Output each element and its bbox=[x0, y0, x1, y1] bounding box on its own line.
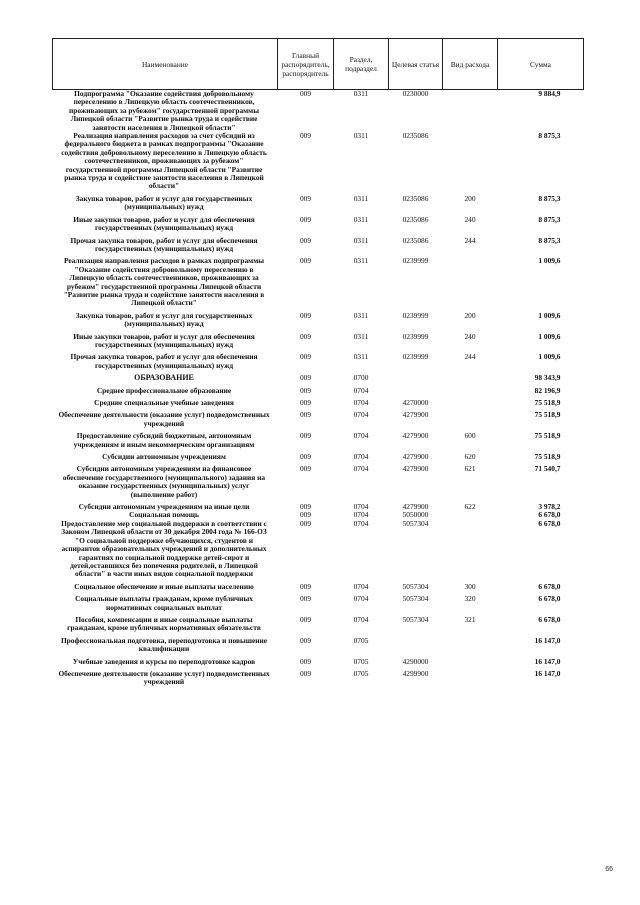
row-cs: 0230000 bbox=[402, 89, 429, 98]
table-row bbox=[53, 633, 584, 654]
row-grbs: 009 bbox=[299, 89, 312, 98]
row-vr bbox=[443, 253, 498, 307]
row-name: ОБРАЗОВАНИЕ bbox=[134, 373, 194, 383]
budget-table-page bbox=[52, 38, 583, 687]
row-name: Обеспечение деятельности (оказание услуг) подведомственных учреждений bbox=[58, 410, 270, 428]
table-row bbox=[53, 461, 584, 499]
row-cs: 0239999 bbox=[402, 331, 429, 341]
row-vr bbox=[443, 520, 498, 579]
row-grbs: 009 bbox=[299, 410, 312, 420]
row-grbs: 009 bbox=[299, 668, 312, 678]
row-cs: 4279900 bbox=[402, 464, 429, 474]
row-grbs: 009 bbox=[299, 656, 312, 666]
table-row bbox=[53, 349, 584, 370]
header-sum: Сумма bbox=[498, 39, 584, 90]
row-razdel: 0311 bbox=[353, 235, 369, 245]
table-row bbox=[53, 90, 584, 133]
row-razdel: 0704 bbox=[353, 502, 369, 512]
table-row bbox=[53, 308, 584, 329]
row-vr: 244 bbox=[464, 352, 476, 362]
table-row bbox=[53, 654, 584, 666]
row-vr: 621 bbox=[464, 464, 476, 474]
table-row bbox=[53, 395, 584, 407]
row-vr: 200 bbox=[464, 310, 476, 320]
row-vr: 240 bbox=[464, 214, 476, 224]
table-header bbox=[53, 39, 584, 90]
row-cs: 5057304 bbox=[402, 518, 429, 528]
table-row bbox=[53, 212, 584, 233]
row-sum: 6 678,0 bbox=[538, 614, 561, 624]
row-cs: 0235086 bbox=[402, 235, 429, 245]
row-name: Прочая закупка товаров, работ и услуг для обеспечения государственных (муниципальных) нужд bbox=[70, 235, 258, 253]
row-razdel: 0705 bbox=[353, 656, 369, 666]
row-vr: 622 bbox=[464, 502, 476, 512]
table-row bbox=[53, 428, 584, 449]
row-sum: 16 147,0 bbox=[534, 635, 561, 645]
row-cs bbox=[389, 383, 443, 395]
row-sum: 75 518,9 bbox=[534, 410, 561, 420]
row-name: Подпрограмма "Оказание содействия добровольному переселению в Липецкую область соотечественников, проживающих за рубежом" государственной программы Липецкой области "Развитие рынка труда и содействие занятости населения в Липецкой области" bbox=[69, 89, 259, 132]
row-name: Социальная помощь bbox=[129, 510, 199, 520]
row-razdel: 0704 bbox=[353, 614, 369, 624]
row-grbs: 009 bbox=[299, 510, 312, 520]
row-grbs: 009 bbox=[299, 373, 312, 383]
row-grbs: 009 bbox=[299, 464, 312, 474]
row-cs: 5057304 bbox=[402, 594, 429, 604]
row-vr: 244 bbox=[464, 235, 476, 245]
header-cs: Целевая статья bbox=[389, 39, 443, 90]
row-name: Предоставление мер социальной поддержки в соответствии с Законом Липецкой области от 30 декабря 2004 года № 166-ОЗ "О социальной поддержке обучающихся, студентов и аспирантов образовательных учреждений и дополнительных гарантиях по социальной поддержке детей-сирот и детей,оставшихся без попечения родителей, в Липецкой области" в части иных видов социальной поддержки bbox=[61, 518, 267, 579]
row-name: Субсидии автономным учреждениям на иные цели bbox=[78, 502, 250, 512]
row-razdel: 0311 bbox=[353, 310, 369, 320]
row-razdel: 0311 bbox=[353, 256, 369, 266]
row-sum: 8 875,3 bbox=[538, 193, 561, 203]
row-vr: 240 bbox=[464, 331, 476, 341]
row-grbs: 009 bbox=[299, 614, 312, 624]
row-cs: 0239999 bbox=[402, 256, 429, 266]
table-row bbox=[53, 370, 584, 382]
row-vr bbox=[443, 633, 498, 654]
row-grbs: 009 bbox=[299, 518, 312, 528]
header-vr: Вид расхода bbox=[443, 39, 498, 90]
row-razdel: 0705 bbox=[353, 635, 369, 645]
table-row bbox=[53, 233, 584, 254]
row-razdel: 0704 bbox=[353, 398, 369, 407]
row-sum: 16 147,0 bbox=[534, 656, 561, 666]
row-vr bbox=[443, 407, 498, 428]
row-cs bbox=[389, 633, 443, 654]
row-grbs: 009 bbox=[299, 635, 312, 645]
row-sum: 1 009,6 bbox=[538, 331, 561, 341]
table-row bbox=[53, 132, 584, 191]
row-sum: 8 875,3 bbox=[538, 131, 561, 141]
row-sum: 8 875,3 bbox=[538, 214, 561, 224]
row-grbs: 009 bbox=[299, 385, 312, 395]
row-vr bbox=[443, 666, 498, 687]
row-grbs: 009 bbox=[299, 235, 312, 245]
row-razdel: 0704 bbox=[353, 385, 369, 395]
row-vr: 300 bbox=[464, 581, 476, 591]
row-grbs: 009 bbox=[299, 594, 312, 604]
row-sum: 75 518,9 bbox=[534, 452, 561, 462]
table-row bbox=[53, 407, 584, 428]
row-name: Социальное обеспечение и иные выплаты населению bbox=[74, 581, 254, 591]
row-grbs: 009 bbox=[299, 256, 312, 266]
row-razdel: 0311 bbox=[353, 193, 369, 203]
row-cs: 0235086 bbox=[402, 193, 429, 203]
row-vr: 200 bbox=[464, 193, 476, 203]
row-name: Иные закупки товаров, работ и услуг для обеспечения государственных (муниципальных) нужд bbox=[73, 214, 255, 233]
table-row bbox=[53, 253, 584, 307]
row-sum: 1 009,6 bbox=[538, 310, 561, 320]
row-vr bbox=[443, 511, 498, 519]
row-sum: 6 678,0 bbox=[538, 510, 561, 520]
table-row bbox=[53, 520, 584, 579]
row-cs: 4279900 bbox=[402, 502, 429, 512]
table-row bbox=[53, 449, 584, 461]
row-vr bbox=[443, 132, 498, 191]
row-sum: 82 196,9 bbox=[534, 385, 561, 395]
row-name: Иные закупки товаров, работ и услуг для обеспечения государственных (муниципальных) нужд bbox=[73, 331, 255, 349]
row-name: Субсидии автономным учреждениям на финансовое обеспечение государственного (муниципального) задания на оказание государственных (муниципальных) услуг (выполнение работ) bbox=[62, 464, 266, 499]
table-row bbox=[53, 191, 584, 212]
row-razdel: 0704 bbox=[353, 431, 369, 441]
row-cs: 5050000 bbox=[402, 510, 429, 520]
row-grbs: 009 bbox=[299, 431, 312, 441]
row-name: Закупка товаров, работ и услуг для государственных (муниципальных) нужд bbox=[75, 310, 253, 329]
row-name: Социальные выплаты гражданам, кроме публичных нормативных социальных выплат bbox=[75, 594, 253, 612]
row-name: Прочая закупка товаров, работ и услуг для обеспечения государственных (муниципальных) нужд bbox=[70, 352, 258, 370]
header-name: Наименование bbox=[53, 39, 278, 90]
row-sum: 1 009,6 bbox=[538, 256, 561, 266]
row-razdel: 0311 bbox=[353, 214, 369, 224]
row-vr: 600 bbox=[464, 431, 476, 441]
table-row bbox=[53, 579, 584, 591]
row-grbs: 009 bbox=[299, 452, 312, 462]
row-cs: 0235086 bbox=[402, 214, 429, 224]
table-row bbox=[53, 329, 584, 350]
row-vr bbox=[443, 383, 498, 395]
row-sum: 71 540,7 bbox=[534, 464, 561, 474]
row-grbs: 009 bbox=[299, 131, 312, 141]
row-cs: 4290000 bbox=[402, 656, 429, 666]
row-razdel: 0704 bbox=[353, 410, 369, 420]
row-sum: 3 978,2 bbox=[538, 502, 561, 512]
row-grbs: 009 bbox=[299, 193, 312, 203]
row-cs: 4299900 bbox=[402, 668, 429, 678]
row-grbs: 009 bbox=[299, 214, 312, 224]
header-grbs: Главный распорядитель, распорядитель bbox=[278, 39, 334, 90]
page-number: 66 bbox=[605, 866, 613, 873]
row-razdel: 0311 bbox=[353, 331, 369, 341]
row-razdel: 0704 bbox=[353, 581, 369, 591]
table-row bbox=[53, 591, 584, 612]
table-body bbox=[53, 90, 584, 687]
row-vr: 620 bbox=[464, 452, 476, 462]
row-sum: 6 678,0 bbox=[538, 581, 561, 591]
row-razdel: 0311 bbox=[353, 89, 369, 98]
row-razdel: 0311 bbox=[353, 131, 369, 141]
row-grbs: 009 bbox=[299, 581, 312, 591]
row-name: Субсидии автономным учреждениям bbox=[102, 452, 226, 462]
row-sum: 8 875,3 bbox=[538, 235, 561, 245]
row-grbs: 009 bbox=[299, 331, 312, 341]
row-cs: 4279900 bbox=[402, 431, 429, 441]
row-razdel: 0704 bbox=[353, 510, 369, 520]
row-sum: 6 678,0 bbox=[538, 594, 561, 604]
row-cs: 5057304 bbox=[402, 581, 429, 591]
row-cs: 5057304 bbox=[402, 614, 429, 624]
row-cs: 4270000 bbox=[402, 398, 429, 407]
row-name: Предоставление субсидий бюджетным, автономным учреждениям и иным некоммерческим организациям bbox=[73, 431, 255, 449]
row-name: Среднее профессиональное образование bbox=[96, 385, 232, 395]
row-cs: 4279900 bbox=[402, 452, 429, 462]
row-vr: 321 bbox=[464, 614, 476, 624]
row-vr: 320 bbox=[464, 594, 476, 604]
row-razdel: 0704 bbox=[353, 594, 369, 604]
row-sum: 1 009,6 bbox=[538, 352, 561, 362]
row-razdel: 0311 bbox=[353, 352, 369, 362]
row-name: Реализация направления расходов за счет субсидий из федерального бюджета в рамках подпрограммы "Оказание содействия добровольному переселению в Липецкую область соотечественников, проживающих за рубежом" государственной программы Липецкой области "Развитие рынка труда и содействие занятости населения в Липецкой области" bbox=[61, 131, 267, 191]
row-cs: 0239999 bbox=[402, 352, 429, 362]
row-name: Обеспечение деятельности (оказание услуг) подведомственных учреждений bbox=[58, 668, 270, 687]
row-sum: 75 518,9 bbox=[534, 398, 561, 407]
row-sum: 98 343,9 bbox=[534, 373, 561, 383]
row-vr bbox=[443, 370, 498, 382]
row-vr bbox=[443, 654, 498, 666]
table-row bbox=[53, 666, 584, 687]
row-name: Учебные заведения и курсы по переподготовке кадров bbox=[72, 656, 256, 666]
row-vr bbox=[443, 395, 498, 407]
row-name: Средние специальные учебные заведения bbox=[94, 398, 234, 407]
table-row bbox=[53, 383, 584, 395]
row-grbs: 009 bbox=[299, 502, 312, 512]
row-razdel: 0700 bbox=[353, 373, 369, 383]
header-razdel: Раздел, подраздел bbox=[334, 39, 389, 90]
row-cs bbox=[389, 370, 443, 382]
row-sum: 75 518,9 bbox=[534, 431, 561, 441]
row-name: Пособия, компенсации и иные социальные выплаты гражданам, кроме публичных нормативных обязательств bbox=[67, 614, 261, 633]
row-vr bbox=[443, 90, 498, 133]
row-sum: 16 147,0 bbox=[534, 668, 561, 678]
row-cs: 0235086 bbox=[402, 131, 429, 141]
row-name: Закупка товаров, работ и услуг для государственных (муниципальных) нужд bbox=[75, 193, 253, 212]
row-grbs: 009 bbox=[299, 310, 312, 320]
row-grbs: 009 bbox=[299, 352, 312, 362]
row-sum: 9 884,9 bbox=[538, 89, 561, 98]
row-cs: 0239999 bbox=[402, 310, 429, 320]
row-razdel: 0705 bbox=[353, 668, 369, 678]
budget-table bbox=[52, 38, 584, 687]
row-razdel: 0704 bbox=[353, 452, 369, 462]
row-name: Профессиональная подготовка, переподготовка и повышение квалификации bbox=[60, 635, 268, 654]
table-row bbox=[53, 612, 584, 633]
row-razdel: 0704 bbox=[353, 518, 369, 528]
row-cs: 4279900 bbox=[402, 410, 429, 420]
row-name: Реализация направления расходов в рамках подпрограммы "Оказание содействия добровольному переселению в Липецкую область соотечественников, проживающих за рубежом" государственной программы Липецкой области "Развитие рынка труда и содействие занятости населения в Липецкой области" bbox=[63, 256, 265, 308]
row-grbs: 009 bbox=[299, 398, 312, 407]
row-sum: 6 678,0 bbox=[538, 518, 561, 528]
row-razdel: 0704 bbox=[353, 464, 369, 474]
